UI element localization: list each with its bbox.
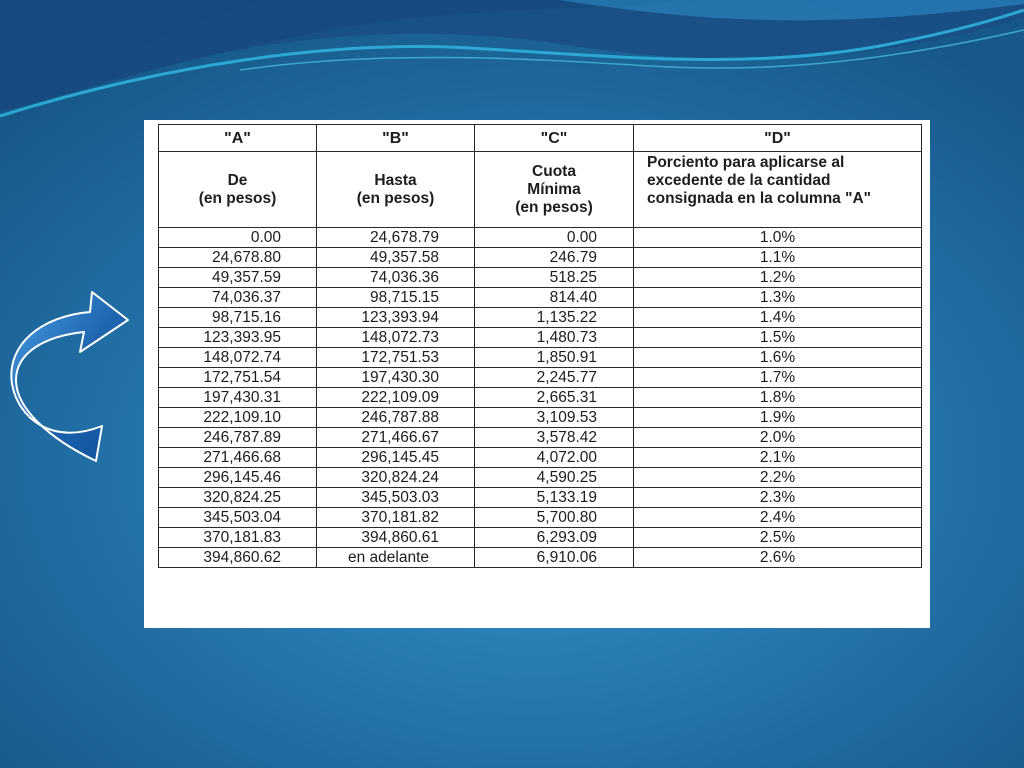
cell-porciento: 1.4% xyxy=(634,308,922,328)
cell-hasta: 271,466.67 xyxy=(317,428,475,448)
cell-de: 197,430.31 xyxy=(159,388,317,408)
header-porciento-line: excedente de la cantidad xyxy=(647,172,831,189)
table-row xyxy=(159,448,922,468)
cell-de: 148,072.74 xyxy=(159,348,317,368)
table-row xyxy=(159,488,922,508)
cell-de: 246,787.89 xyxy=(159,428,317,448)
header-porciento xyxy=(634,152,922,228)
cell-hasta: 49,357.58 xyxy=(317,248,475,268)
cell-porciento: 2.1% xyxy=(634,448,922,468)
cell-hasta: 320,824.24 xyxy=(317,468,475,488)
table-row xyxy=(159,528,922,548)
header-de xyxy=(159,152,317,228)
table-row xyxy=(159,468,922,488)
header-hasta-line: (en pesos) xyxy=(356,189,435,207)
cell-porciento: 1.3% xyxy=(634,288,922,308)
cell-porciento: 2.6% xyxy=(634,548,922,568)
cell-hasta: 148,072.73 xyxy=(317,328,475,348)
cell-de: 98,715.16 xyxy=(159,308,317,328)
cell-cuota-minima: 6,910.06 xyxy=(475,548,634,568)
table-row xyxy=(159,348,922,368)
cell-hasta: 296,145.45 xyxy=(317,448,475,468)
cell-cuota-minima: 246.79 xyxy=(475,248,634,268)
cell-hasta: 345,503.03 xyxy=(317,488,475,508)
cell-hasta: 123,393.94 xyxy=(317,308,475,328)
curved-arrow-icon xyxy=(8,288,138,466)
table-row xyxy=(159,408,922,428)
cell-de: 222,109.10 xyxy=(159,408,317,428)
cell-hasta: 24,678.79 xyxy=(317,228,475,248)
table-row xyxy=(159,248,922,268)
cell-de: 370,181.83 xyxy=(159,528,317,548)
table-row xyxy=(159,548,922,568)
header-de-line: (en pesos) xyxy=(198,189,277,207)
header-hasta-line: Hasta xyxy=(374,171,417,189)
cell-cuota-minima: 518.25 xyxy=(475,268,634,288)
cell-porciento: 1.2% xyxy=(634,268,922,288)
cell-cuota-minima: 3,109.53 xyxy=(475,408,634,428)
column-letter-row xyxy=(159,125,922,152)
header-cuota-line: Cuota xyxy=(532,162,576,180)
cell-cuota-minima: 5,700.80 xyxy=(475,508,634,528)
cell-cuota-minima: 1,480.73 xyxy=(475,328,634,348)
header-cuota-minima xyxy=(475,152,634,228)
header-cuota-line: Mínima xyxy=(527,180,581,198)
cell-porciento: 1.1% xyxy=(634,248,922,268)
table-row xyxy=(159,308,922,328)
table-row xyxy=(159,288,922,308)
cell-hasta: 197,430.30 xyxy=(317,368,475,388)
table-row xyxy=(159,328,922,348)
cell-cuota-minima: 6,293.09 xyxy=(475,528,634,548)
header-porciento-line: Porciento para aplicarse al xyxy=(647,154,845,171)
column-letter-b: "B" xyxy=(317,125,475,152)
cell-cuota-minima: 2,245.77 xyxy=(475,368,634,388)
cell-de: 24,678.80 xyxy=(159,248,317,268)
cell-hasta: 370,181.82 xyxy=(317,508,475,528)
cell-cuota-minima: 0.00 xyxy=(475,228,634,248)
cell-porciento: 1.7% xyxy=(634,368,922,388)
column-letter-a: "A" xyxy=(159,125,317,152)
cell-cuota-minima: 1,135.22 xyxy=(475,308,634,328)
table-row xyxy=(159,368,922,388)
scanned-table-image xyxy=(144,120,930,628)
column-letter-d: "D" xyxy=(634,125,922,152)
cell-de: 320,824.25 xyxy=(159,488,317,508)
cell-cuota-minima: 4,590.25 xyxy=(475,468,634,488)
cell-porciento: 1.5% xyxy=(634,328,922,348)
cell-hasta: 172,751.53 xyxy=(317,348,475,368)
cell-hasta: 98,715.15 xyxy=(317,288,475,308)
cell-porciento: 1.6% xyxy=(634,348,922,368)
cell-porciento: 1.8% xyxy=(634,388,922,408)
cell-hasta: 246,787.88 xyxy=(317,408,475,428)
cell-porciento: 2.5% xyxy=(634,528,922,548)
cell-cuota-minima: 3,578.42 xyxy=(475,428,634,448)
table-row xyxy=(159,508,922,528)
cell-hasta: 222,109.09 xyxy=(317,388,475,408)
cell-de: 271,466.68 xyxy=(159,448,317,468)
cell-porciento: 2.4% xyxy=(634,508,922,528)
cell-cuota-minima: 814.40 xyxy=(475,288,634,308)
cell-cuota-minima: 5,133.19 xyxy=(475,488,634,508)
table-row xyxy=(159,268,922,288)
header-cuota-line: (en pesos) xyxy=(515,198,593,216)
cell-porciento: 2.0% xyxy=(634,428,922,448)
cell-porciento: 2.3% xyxy=(634,488,922,508)
cell-de: 394,860.62 xyxy=(159,548,317,568)
tariff-table xyxy=(158,124,922,568)
table-row xyxy=(159,228,922,248)
cell-cuota-minima: 4,072.00 xyxy=(475,448,634,468)
cell-de: 74,036.37 xyxy=(159,288,317,308)
column-header-row xyxy=(159,152,922,228)
cell-cuota-minima: 2,665.31 xyxy=(475,388,634,408)
cell-porciento: 1.9% xyxy=(634,408,922,428)
cell-de: 0.00 xyxy=(159,228,317,248)
table-row xyxy=(159,428,922,448)
arrow-shape xyxy=(11,292,128,461)
cell-hasta: 74,036.36 xyxy=(317,268,475,288)
cell-de: 49,357.59 xyxy=(159,268,317,288)
cell-de: 296,145.46 xyxy=(159,468,317,488)
cell-hasta: 394,860.61 xyxy=(317,528,475,548)
cell-porciento: 1.0% xyxy=(634,228,922,248)
cell-hasta: en adelante xyxy=(317,548,475,568)
column-letter-c: "C" xyxy=(475,125,634,152)
cell-porciento: 2.2% xyxy=(634,468,922,488)
header-porciento-line: consignada en la columna "A" xyxy=(647,190,871,207)
header-waves xyxy=(0,0,1024,130)
cell-de: 345,503.04 xyxy=(159,508,317,528)
table-row xyxy=(159,388,922,408)
header-de-line: De xyxy=(227,171,248,189)
cell-de: 172,751.54 xyxy=(159,368,317,388)
cell-cuota-minima: 1,850.91 xyxy=(475,348,634,368)
header-hasta xyxy=(317,152,475,228)
cell-de: 123,393.95 xyxy=(159,328,317,348)
